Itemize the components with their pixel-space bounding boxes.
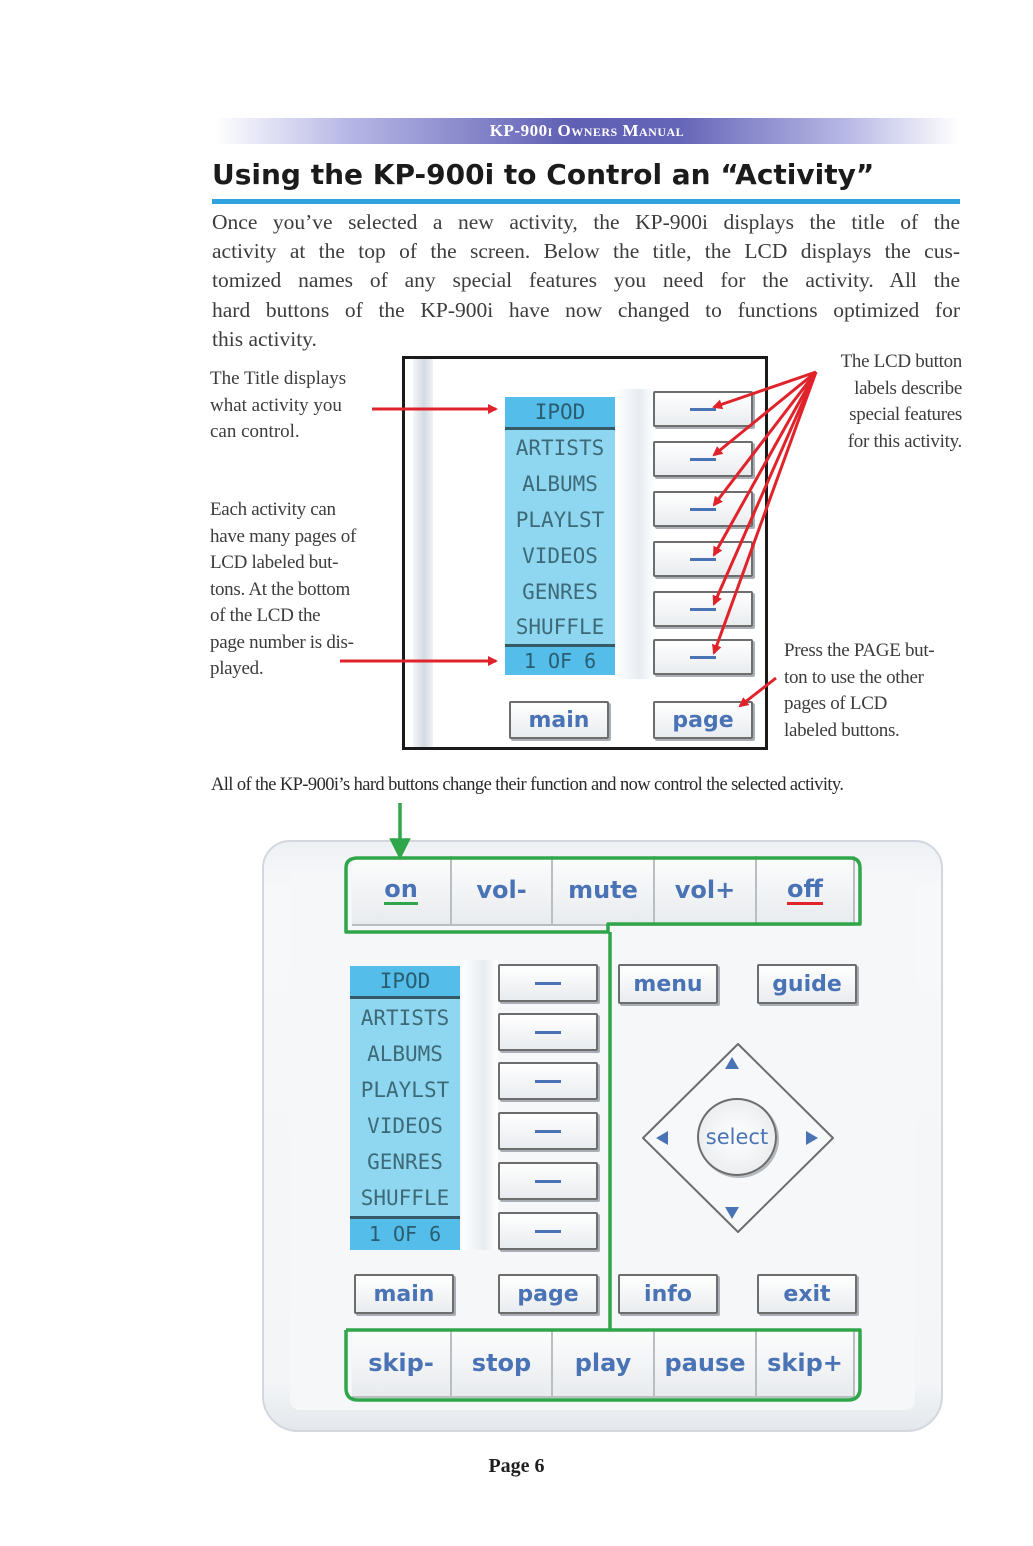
intro-line: activity at the top of the screen. Below the title, the LCD displays the cus-	[212, 239, 960, 264]
off-label: off	[787, 874, 823, 903]
lcd-item-playlst: PLAYLST	[360, 1078, 450, 1102]
remote-soft-button-6[interactable]	[498, 1212, 598, 1250]
left-arrow-icon[interactable]	[655, 1130, 669, 1146]
lcd-item-videos: VIDEOS	[522, 544, 598, 568]
note-line: can control.	[210, 421, 300, 442]
select-button[interactable]: select	[697, 1098, 777, 1176]
note-line: for this activity.	[847, 430, 962, 452]
note-line: LCD labeled but-	[210, 552, 339, 573]
lcd-item-artists: ARTISTS	[360, 1006, 450, 1030]
lcd-title: IPOD	[505, 397, 615, 427]
remote-main-button[interactable]: main	[354, 1274, 454, 1314]
main-button[interactable]: main	[509, 701, 609, 739]
lcd-separator	[350, 996, 460, 999]
note-line: what activity you	[210, 394, 342, 416]
dash-icon	[535, 1080, 561, 1083]
lcd-item-shuffle: SHUFFLE	[360, 1186, 450, 1210]
note-line: have many pages of	[210, 525, 357, 547]
on-button[interactable]	[352, 856, 452, 926]
note-line: labeled buttons.	[784, 719, 900, 741]
note-line: special features	[849, 404, 962, 425]
dash-icon	[535, 1230, 561, 1233]
lcd-item-genres: GENRES	[522, 580, 598, 604]
dash-icon	[535, 982, 561, 985]
on-label: on	[384, 874, 418, 903]
remote-lcd-screen	[350, 966, 460, 1250]
play-button[interactable]: play	[553, 1330, 655, 1398]
guide-button[interactable]: guide	[757, 964, 857, 1004]
right-arrow-icon[interactable]	[805, 1130, 819, 1146]
skip-back-button[interactable]: skip-	[352, 1330, 452, 1398]
off-button[interactable]	[757, 856, 855, 926]
lcd-item-shuffle: SHUFFLE	[515, 615, 605, 639]
intro-line: this activity.	[212, 326, 317, 351]
vol-down-button[interactable]: vol-	[452, 856, 553, 926]
exit-button[interactable]: exit	[757, 1274, 857, 1314]
lcd-page-indicator: 1 OF 6	[505, 647, 615, 675]
remote-soft-button-1[interactable]	[498, 964, 598, 1002]
remote-soft-button-4[interactable]	[498, 1112, 598, 1150]
note-line: The LCD button	[840, 351, 962, 372]
callout-arrows	[0, 0, 1033, 760]
intro-line: tomized names of any special features you need for the activity. All the	[212, 268, 960, 293]
note-line: Each activity can	[210, 499, 336, 520]
note-line: Press the PAGE but-	[784, 640, 935, 661]
note-line: page number is dis-	[210, 631, 354, 653]
remote-soft-button-5[interactable]	[498, 1162, 598, 1200]
menu-button[interactable]: menu	[618, 964, 718, 1004]
dash-icon	[535, 1031, 561, 1034]
down-arrow-icon[interactable]	[724, 1206, 740, 1220]
stop-button[interactable]: stop	[452, 1330, 553, 1398]
page-number: Page 6	[488, 1455, 545, 1477]
note-line: played.	[210, 658, 264, 679]
note-line: of the LCD the	[210, 605, 321, 626]
lcd-item-albums: ALBUMS	[522, 472, 598, 496]
dash-icon	[535, 1180, 561, 1183]
up-arrow-icon[interactable]	[724, 1056, 740, 1070]
lcd-item-videos: VIDEOS	[367, 1114, 443, 1138]
dash-icon	[535, 1130, 561, 1133]
note-line: tons. At the bottom	[210, 578, 350, 600]
lcd-item-artists: ARTISTS	[515, 436, 605, 460]
page-title: Using the KP-900i to Control an “Activity”	[212, 158, 875, 191]
remote-soft-button-3[interactable]	[498, 1062, 598, 1100]
note-line: The Title displays	[210, 368, 347, 389]
info-button[interactable]: info	[618, 1274, 718, 1314]
intro-line: Once you’ve selected a new activity, the KP-900i displays the title of the	[212, 210, 960, 234]
lcd-item-genres: GENRES	[367, 1150, 443, 1174]
manual-header-text: KP-900i Owners Manual	[489, 121, 685, 140]
vol-up-button[interactable]: vol+	[655, 856, 757, 926]
lcd-item-playlst: PLAYLST	[515, 508, 605, 532]
page-button[interactable]: page	[653, 701, 753, 739]
remote-bezel-shade	[462, 960, 498, 1250]
lcd-title: IPOD	[350, 966, 460, 996]
lcd-page-indicator: 1 OF 6	[350, 1219, 460, 1250]
intro-line: hard buttons of the KP-900i have now changed to functions optimized for	[212, 297, 960, 322]
figure-caption: All of the KP-900i’s hard buttons change their function and now control the selected activity.	[211, 775, 844, 795]
note-line: pages of LCD	[784, 693, 887, 714]
skip-forward-button[interactable]: skip+	[757, 1330, 855, 1398]
note-line: ton to use the other	[784, 666, 924, 688]
pause-button[interactable]: pause	[655, 1330, 757, 1398]
remote-soft-button-2[interactable]	[498, 1013, 598, 1051]
directional-pad[interactable]	[637, 1040, 839, 1236]
lcd-item-albums: ALBUMS	[367, 1042, 443, 1066]
remote-page-button[interactable]: page	[498, 1274, 598, 1314]
mute-button[interactable]: mute	[553, 856, 655, 926]
note-line: labels describe	[854, 377, 962, 399]
